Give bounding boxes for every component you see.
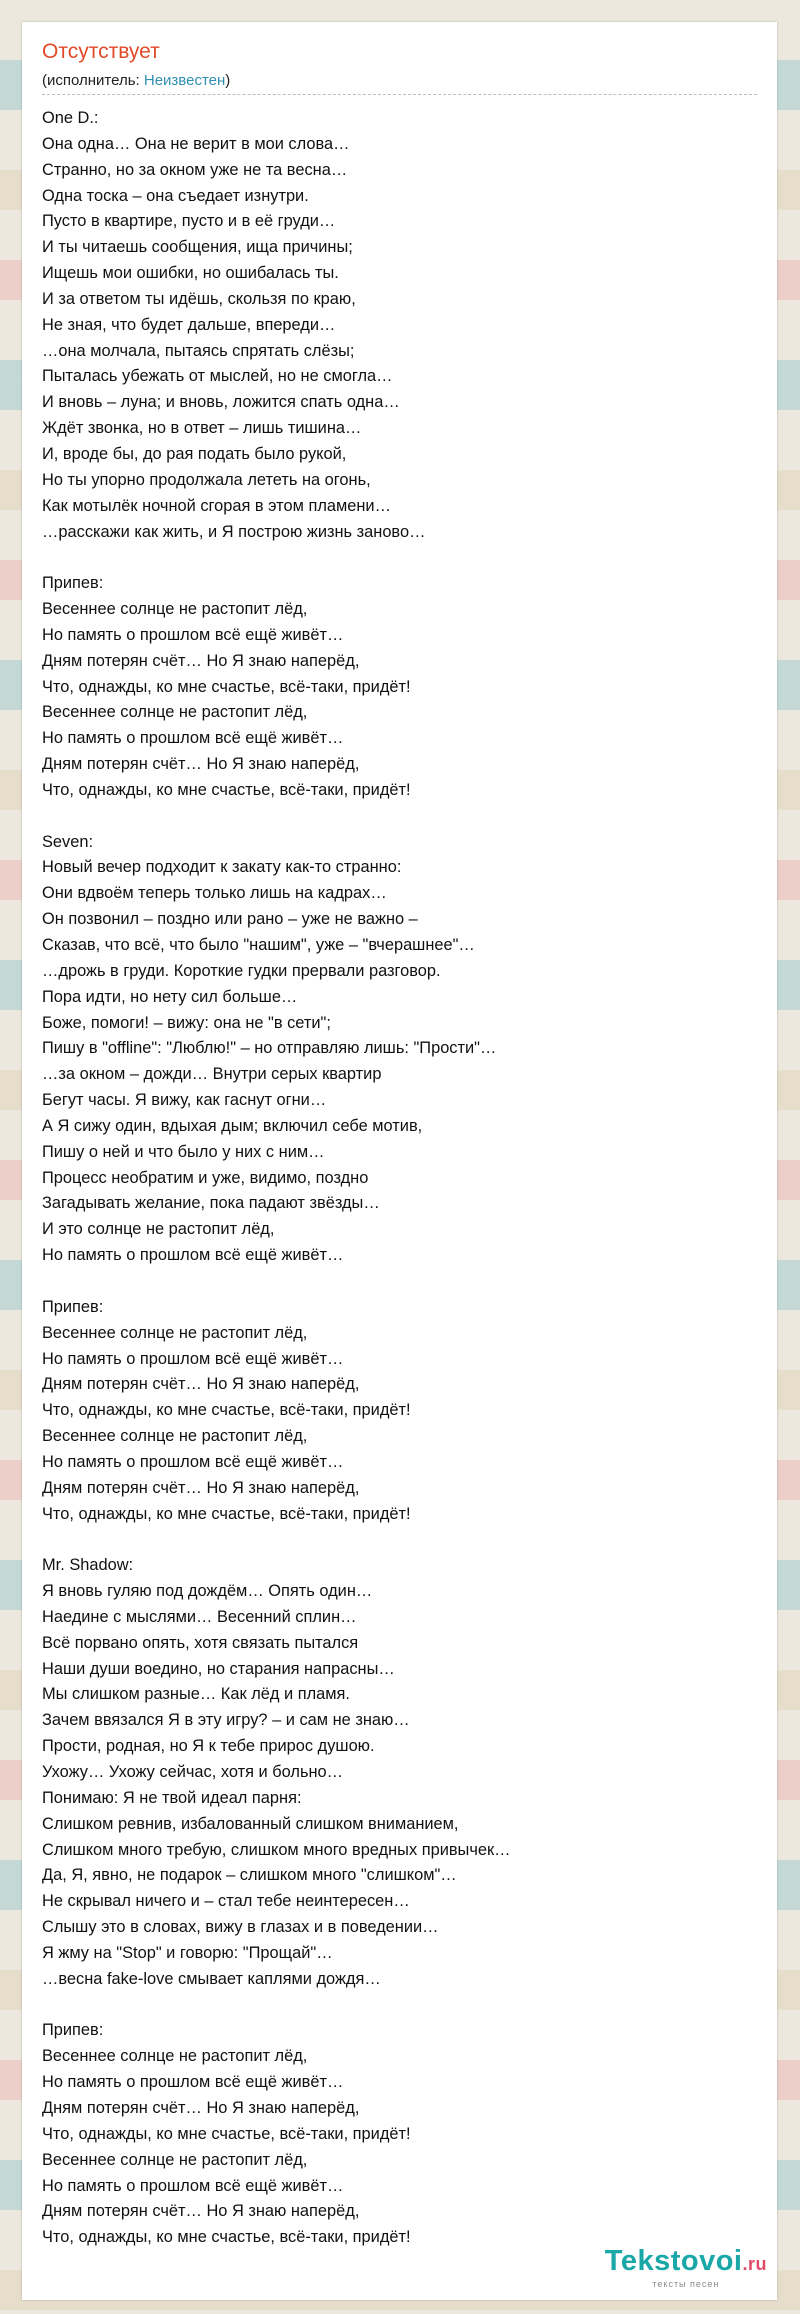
stanza bbox=[42, 571, 762, 804]
lyric-line: И это солнце не растопит лёд, bbox=[42, 1220, 275, 1239]
lyric-line: …она молчала, пытаясь спрятать слёзы; bbox=[42, 341, 355, 360]
lyric-line: Дням потерян счёт… Но Я знаю наперёд, bbox=[42, 1375, 360, 1394]
lyric-line: И ты читаешь сообщения, ища причины; bbox=[42, 238, 353, 257]
lyric-line: Дням потерян счёт… Но Я знаю наперёд, bbox=[42, 651, 360, 670]
lyric-line: Пишу в "offline": "Люблю!" – но отправляю лишь: "Прости"… bbox=[42, 1039, 497, 1058]
stanza bbox=[42, 1295, 762, 1528]
stanza bbox=[42, 106, 762, 545]
lyric-line: …дрожь в груди. Короткие гудки прервали разговор. bbox=[42, 961, 441, 980]
lyric-line: Но память о прошлом всё ещё живёт… bbox=[42, 1349, 344, 1368]
lyric-line: Ждёт звонка, но в ответ – лишь тишина… bbox=[42, 419, 362, 438]
lyric-line: Ищешь мои ошибки, но ошибалась ты. bbox=[42, 264, 339, 283]
lyric-line: Но память о прошлом всё ещё живёт… bbox=[42, 1246, 344, 1265]
lyric-line: Что, однажды, ко мне счастье, всё-таки, придёт! bbox=[42, 780, 411, 799]
divider bbox=[42, 94, 757, 95]
lyric-line: Слишком ревнив, избалованный слишком вниманием, bbox=[42, 1814, 459, 1833]
lyric-line: Но память о прошлом всё ещё живёт… bbox=[42, 1452, 344, 1471]
lyric-line: Mr. Shadow: bbox=[42, 1556, 134, 1575]
lyric-line: Понимаю: Я не твой идеал парня: bbox=[42, 1788, 302, 1807]
lyric-line: И за ответом ты идёшь, скользя по краю, bbox=[42, 289, 356, 308]
logo-wordmark bbox=[605, 2246, 767, 2279]
lyric-line: Он позвонил – поздно или рано – уже не важно – bbox=[42, 910, 418, 929]
lyric-line: Новый вечер подходит к закату как-то странно: bbox=[42, 858, 402, 877]
lyric-line: Дням потерян счёт… Но Я знаю наперёд, bbox=[42, 755, 360, 774]
lyric-line: Одна тоска – она съедает изнутри. bbox=[42, 186, 309, 205]
lyric-line: …весна fake-love смывает каплями дождя… bbox=[42, 1969, 381, 1988]
lyric-line: Весеннее солнце не растопит лёд, bbox=[42, 600, 308, 619]
stanza bbox=[42, 830, 762, 1269]
lyric-line: Дням потерян счёт… Но Я знаю наперёд, bbox=[42, 2098, 360, 2117]
lyric-line: Весеннее солнце не растопит лёд, bbox=[42, 1427, 308, 1446]
lyric-line: Ухожу… Ухожу сейчас, хотя и больно… bbox=[42, 1763, 344, 1781]
lyric-line: Пора идти, но нету сил больше… bbox=[42, 987, 298, 1006]
lyric-line: Не скрывал ничего и – стал тебе неинтересен… bbox=[42, 1892, 410, 1911]
lyric-line: …расскажи как жить, и Я построю жизнь заново… bbox=[42, 522, 426, 541]
lyric-line: Припев: bbox=[42, 1297, 104, 1316]
lyric-line: Seven: bbox=[42, 832, 94, 851]
lyric-line: Что, однажды, ко мне счастье, всё-таки, придёт! bbox=[42, 1504, 411, 1523]
lyric-line: Странно, но за окном уже не та весна… bbox=[42, 160, 348, 179]
lyric-line: Слышу это в словах, вижу в глазах и в поведении… bbox=[42, 1918, 439, 1937]
lyric-line: Припев: bbox=[42, 574, 104, 593]
logo-tld: .ru bbox=[742, 2254, 767, 2274]
artist-line bbox=[42, 72, 230, 89]
lyric-line: Но память о прошлом всё ещё живёт… bbox=[42, 2073, 344, 2092]
lyric-line: Пусто в квартире, пусто и в её груди… bbox=[42, 212, 336, 231]
lyric-line: Я жму на "Stop" и говорю: "Прощай"… bbox=[42, 1943, 333, 1962]
lyric-line: Процесс необратим и уже, видимо, поздно bbox=[42, 1168, 369, 1187]
lyric-line: Припев: bbox=[42, 2021, 104, 2040]
artist-suffix: ) bbox=[225, 72, 231, 89]
stanza bbox=[42, 1553, 762, 1992]
lyric-line: Весеннее солнце не растопит лёд, bbox=[42, 703, 308, 722]
lyric-line: И, вроде бы, до рая подать было рукой, bbox=[42, 444, 347, 463]
lyric-line: Весеннее солнце не растопит лёд, bbox=[42, 2047, 308, 2066]
lyric-line: Наедине с мыслями… Весенний сплин… bbox=[42, 1607, 357, 1626]
logo-tagline: тексты песен bbox=[652, 2279, 720, 2289]
lyric-line: One D.: bbox=[42, 109, 99, 127]
lyric-line: И вновь – луна; и вновь, ложится спать одна… bbox=[42, 393, 400, 412]
lyric-line: Наши души воедино, но старания напрасны… bbox=[42, 1659, 395, 1678]
lyric-line: Слишком много требую, слишком много вредных привычек… bbox=[42, 1840, 511, 1859]
lyric-line: Но ты упорно продолжала лететь на огонь, bbox=[42, 470, 371, 489]
artist-link[interactable]: Неизвестен bbox=[143, 72, 226, 89]
lyrics-text bbox=[42, 106, 762, 2251]
lyric-line: Загадывать желание, пока падают звёзды… bbox=[42, 1194, 380, 1213]
lyric-line: Да, Я, явно, не подарок – слишком много "слишком"… bbox=[42, 1866, 457, 1885]
lyric-line: Но память о прошлом всё ещё живёт… bbox=[42, 2176, 344, 2195]
lyric-line: Она одна… Она не верит в мои слова… bbox=[42, 134, 350, 153]
lyric-line: Весеннее солнце не растопит лёд, bbox=[42, 1323, 308, 1342]
lyric-line: Что, однажды, ко мне счастье, всё-таки, придёт! bbox=[42, 2124, 411, 2143]
logo-main-text: Tekstovoi bbox=[604, 2245, 743, 2277]
lyric-line: Всё порвано опять, хотя связать пытался bbox=[42, 1633, 359, 1652]
lyric-line: Но память о прошлом всё ещё живёт… bbox=[42, 625, 344, 644]
lyric-line: Но память о прошлом всё ещё живёт… bbox=[42, 729, 344, 748]
lyric-line: Пыталась убежать от мыслей, но не смогла… bbox=[42, 367, 393, 386]
artist-prefix: (исполнитель: bbox=[42, 72, 144, 89]
lyric-line: Сказав, что всё, что было "нашим", уже – "вчерашнее"… bbox=[42, 936, 475, 954]
lyric-line: Что, однажды, ко мне счастье, всё-таки, придёт! bbox=[42, 1401, 411, 1420]
lyric-line: Дням потерян счёт… Но Я знаю наперёд, bbox=[42, 2202, 360, 2221]
lyric-line: Они вдвоём теперь только лишь на кадрах… bbox=[42, 884, 387, 903]
lyric-line: Зачем ввязался Я в эту игру? – и сам не знаю… bbox=[42, 1711, 410, 1730]
lyric-line: Я вновь гуляю под дождём… Опять один… bbox=[42, 1582, 373, 1601]
lyric-line: Что, однажды, ко мне счастье, всё-таки, придёт! bbox=[42, 677, 411, 696]
lyric-line: Дням потерян счёт… Но Я знаю наперёд, bbox=[42, 1478, 360, 1497]
lyric-line: Что, однажды, ко мне счастье, всё-таки, придёт! bbox=[42, 2228, 411, 2247]
song-title: Отсутствует bbox=[42, 40, 160, 63]
stanza bbox=[42, 2018, 762, 2251]
lyric-line: …за окном – дожди… Внутри серых квартир bbox=[42, 1065, 382, 1084]
lyric-line: Пишу о ней и что было у них с ним… bbox=[42, 1142, 325, 1161]
lyric-line: А Я сижу один, вдыхая дым; включил себе мотив, bbox=[42, 1116, 423, 1135]
lyric-line: Весеннее солнце не растопит лёд, bbox=[42, 2150, 308, 2169]
site-logo[interactable] bbox=[605, 2246, 767, 2290]
lyrics-card bbox=[22, 22, 777, 2300]
lyric-line: Прости, родная, но Я к тебе прирос душою. bbox=[42, 1737, 375, 1756]
lyric-line: Боже, помоги! – вижу: она не "в сети"; bbox=[42, 1013, 331, 1032]
lyric-line: Как мотылёк ночной сгорая в этом пламени… bbox=[42, 496, 391, 515]
lyric-line: Не зная, что будет дальше, впереди… bbox=[42, 315, 336, 334]
lyric-line: Бегут часы. Я вижу, как гаснут огни… bbox=[42, 1091, 327, 1110]
lyric-line: Мы слишком разные… Как лёд и пламя. bbox=[42, 1685, 350, 1704]
